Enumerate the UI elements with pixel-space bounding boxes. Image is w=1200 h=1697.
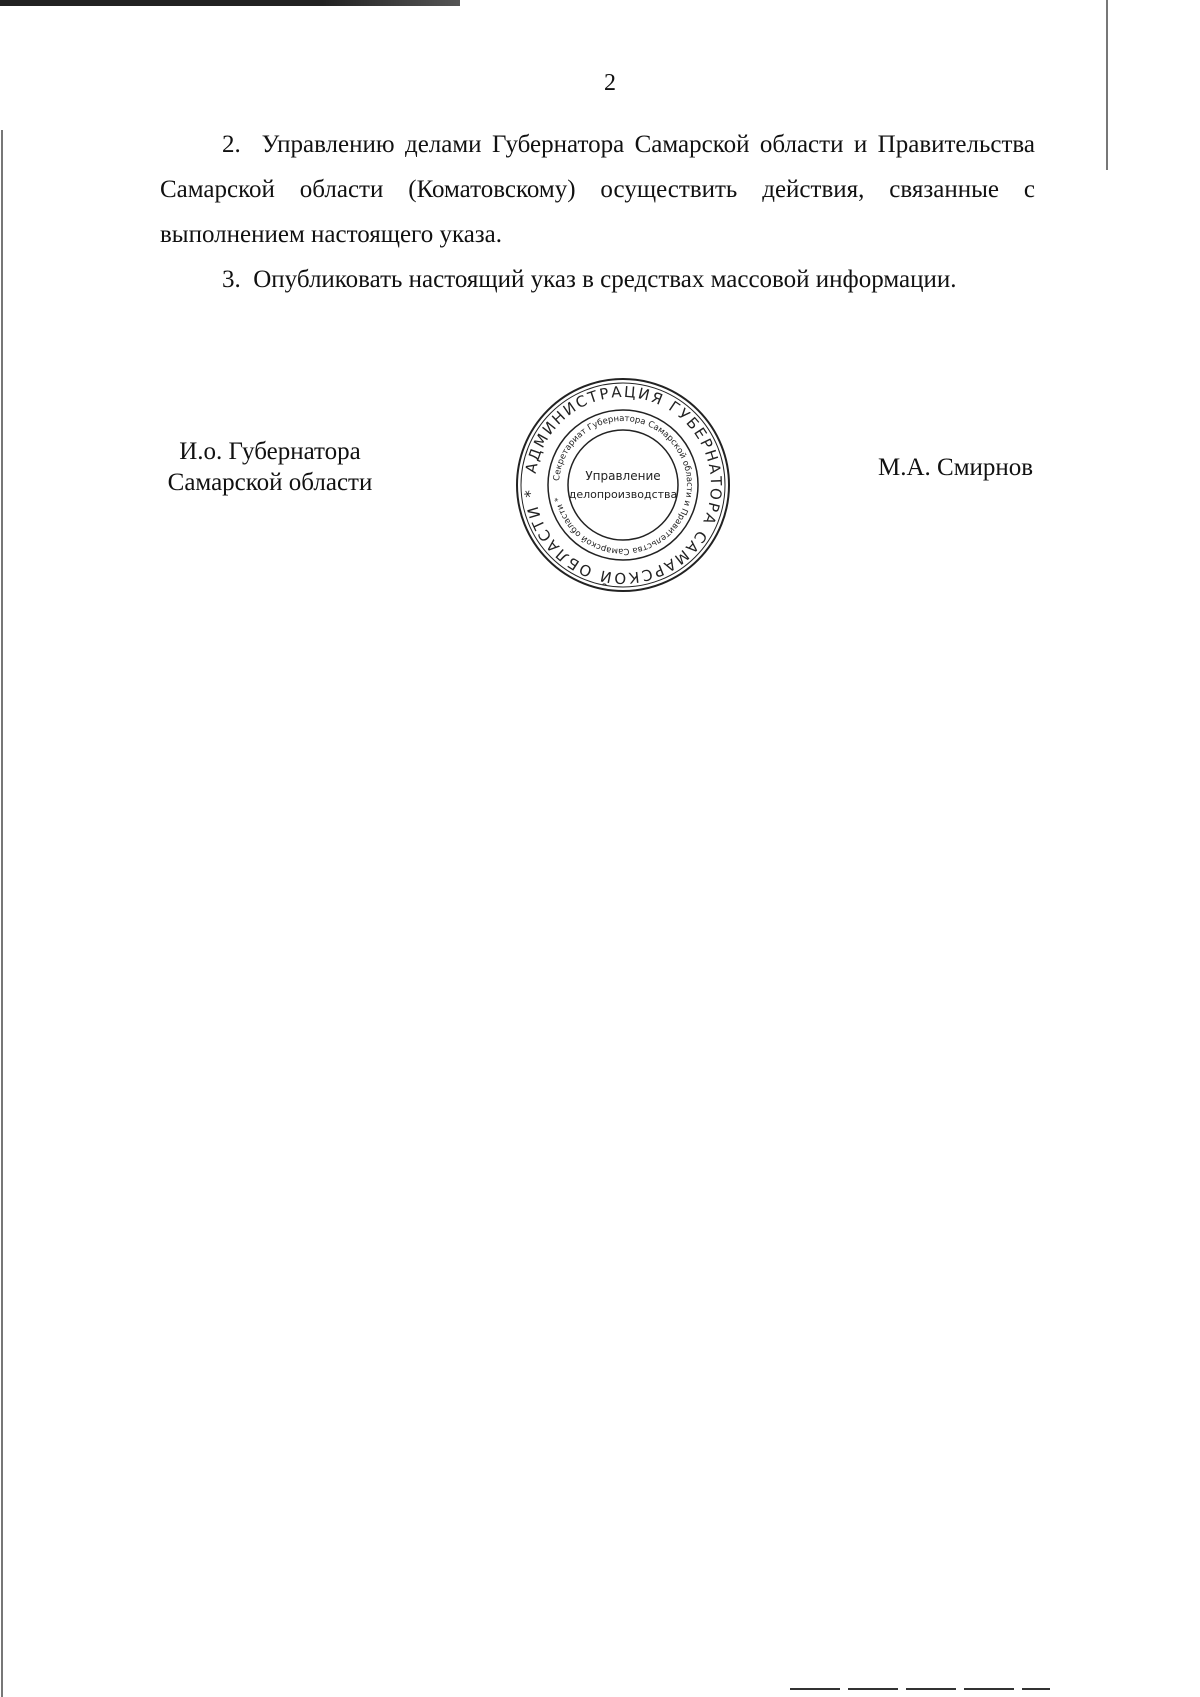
signatory-position bbox=[160, 436, 380, 498]
paragraph-2: 2. Управлению делами Губернатора Самарской области и Правительства Самарской области (Коматовскому) осуществить действия, связанные с выполнением настоящего указа. bbox=[160, 131, 1035, 248]
official-stamp bbox=[513, 375, 733, 595]
signatory-name: М.А. Смирнов bbox=[878, 454, 1034, 481]
stamp-inner-ring-text: Секретариат Губернатора Самарской области и Правительства Самарской области * bbox=[552, 413, 695, 557]
scan-artifact-bar bbox=[0, 0, 460, 6]
page-number: 2 bbox=[604, 70, 616, 96]
stamp-outer-text: АДМИНИСТРАЦИЯ ГУБЕРНАТОРА САМАРСКОЙ ОБЛАСТИ * bbox=[520, 382, 726, 588]
stamp-center-line-1: Управление bbox=[585, 469, 661, 483]
position-line-2: Самарской области bbox=[167, 469, 373, 496]
stamp-center-line-2: делопроизводства bbox=[568, 488, 678, 501]
scan-artifact-bottom bbox=[790, 1688, 1050, 1690]
document-body bbox=[160, 122, 1035, 302]
scan-edge-left bbox=[1, 130, 3, 1697]
paragraph-3: 3. Опубликовать настоящий указ в средствах массовой информации. bbox=[222, 266, 957, 293]
position-line-1: И.о. Губернатора bbox=[179, 438, 361, 465]
